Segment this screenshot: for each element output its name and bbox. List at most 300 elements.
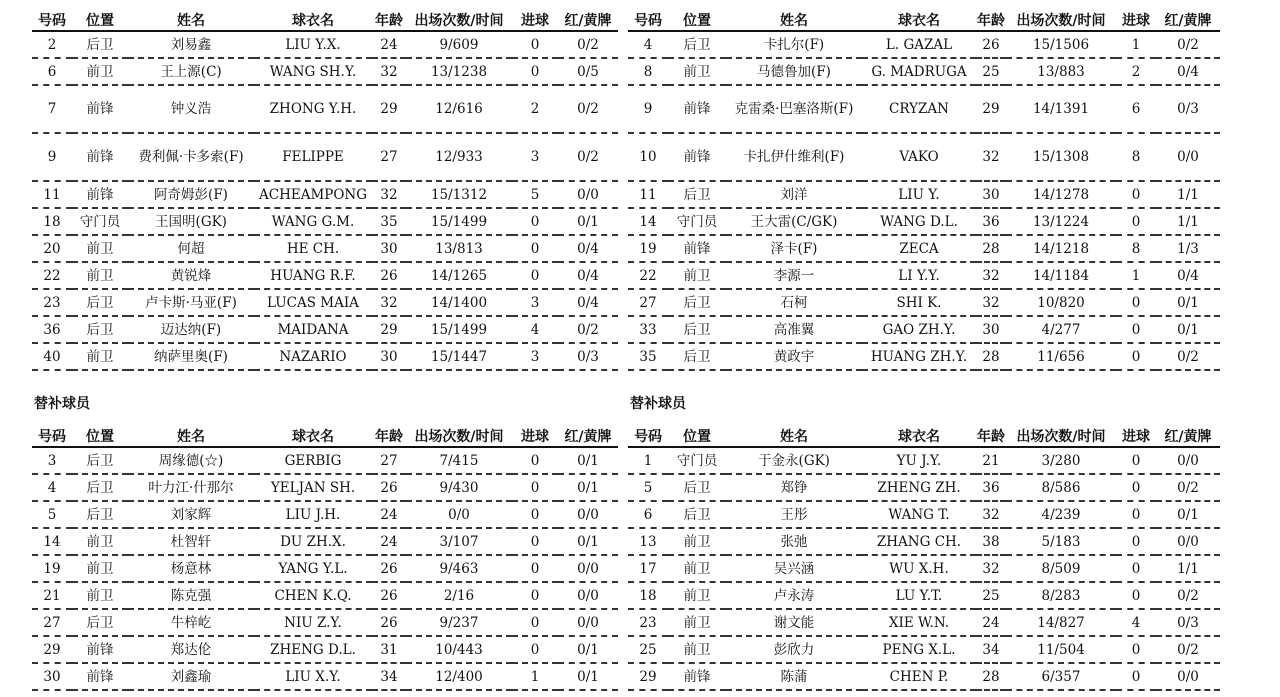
cell-age: 27 <box>372 447 406 474</box>
cell-name: 郑铮 <box>726 474 862 501</box>
cell-shirt-name: L. GAZAL <box>862 31 976 58</box>
player-row <box>32 235 618 262</box>
player-row <box>32 208 618 235</box>
cell-name: 于金永(GK) <box>726 447 862 474</box>
cell-number: 1 <box>628 447 668 474</box>
player-row <box>628 555 1220 582</box>
cell-number: 10 <box>628 133 668 181</box>
cell-appearances: 15/1447 <box>406 343 512 370</box>
player-row <box>628 582 1220 609</box>
player-row <box>32 609 618 636</box>
right-substitutes-table <box>628 424 1220 691</box>
cell-position: 前卫 <box>668 555 726 582</box>
cell-age: 29 <box>372 85 406 133</box>
cell-appearances: 11/656 <box>1006 343 1116 370</box>
cell-goals: 0 <box>512 636 558 663</box>
cell-cards: 0/2 <box>1156 343 1220 370</box>
cell-position: 前卫 <box>72 582 128 609</box>
cell-age: 24 <box>372 31 406 58</box>
cell-number: 21 <box>32 582 72 609</box>
cell-cards: 0/0 <box>558 555 618 582</box>
header-number: 号码 <box>628 8 668 31</box>
header-appearances: 出场次数/时间 <box>1006 8 1116 31</box>
header-cards: 红/黄牌 <box>1156 424 1220 447</box>
cell-age: 29 <box>976 85 1006 133</box>
cell-number: 9 <box>32 133 72 181</box>
cell-appearances: 9/463 <box>406 555 512 582</box>
cell-shirt-name: GERBIG <box>254 447 372 474</box>
player-row <box>628 133 1220 181</box>
cell-cards: 0/4 <box>558 262 618 289</box>
cell-shirt-name: VAKO <box>862 133 976 181</box>
player-row <box>628 528 1220 555</box>
cell-number: 23 <box>32 289 72 316</box>
header-shirt-name: 球衣名 <box>254 8 372 31</box>
header-number: 号码 <box>32 8 72 31</box>
cell-appearances: 13/1238 <box>406 58 512 85</box>
cell-goals: 1 <box>1116 31 1156 58</box>
right-substitutes-title: 替补球员 <box>630 396 686 412</box>
player-row <box>628 181 1220 208</box>
cell-position: 后卫 <box>668 474 726 501</box>
cell-goals: 2 <box>512 85 558 133</box>
cell-position: 后卫 <box>72 31 128 58</box>
cell-shirt-name: WANG D.L. <box>862 208 976 235</box>
cell-cards: 0/1 <box>1156 316 1220 343</box>
header-cards: 红/黄牌 <box>1156 8 1220 31</box>
cell-goals: 6 <box>1116 85 1156 133</box>
cell-position: 前卫 <box>668 582 726 609</box>
cell-cards: 0/2 <box>558 316 618 343</box>
cell-goals: 0 <box>1116 343 1156 370</box>
header-number: 号码 <box>628 424 668 447</box>
cell-position: 前锋 <box>72 636 128 663</box>
cell-number: 18 <box>32 208 72 235</box>
cell-appearances: 14/1218 <box>1006 235 1116 262</box>
cell-goals: 0 <box>512 501 558 528</box>
cell-cards: 1/3 <box>1156 235 1220 262</box>
cell-appearances: 14/1184 <box>1006 262 1116 289</box>
cell-appearances: 10/820 <box>1006 289 1116 316</box>
cell-name: 阿奇姆彭(F) <box>128 181 254 208</box>
left-substitutes-title: 替补球员 <box>34 396 90 412</box>
cell-cards: 0/3 <box>1156 609 1220 636</box>
cell-goals: 4 <box>512 316 558 343</box>
header-position: 位置 <box>668 8 726 31</box>
cell-shirt-name: NIU Z.Y. <box>254 609 372 636</box>
cell-number: 3 <box>32 447 72 474</box>
player-row <box>32 85 618 133</box>
header-row <box>628 8 1220 31</box>
cell-number: 36 <box>32 316 72 343</box>
cell-number: 6 <box>628 501 668 528</box>
cell-shirt-name: YELJAN SH. <box>254 474 372 501</box>
cell-name: 王国明(GK) <box>128 208 254 235</box>
player-row <box>32 181 618 208</box>
cell-number: 8 <box>628 58 668 85</box>
player-row <box>32 528 618 555</box>
cell-name: 刘家辉 <box>128 501 254 528</box>
player-row <box>628 636 1220 663</box>
cell-cards: 0/2 <box>558 31 618 58</box>
cell-appearances: 14/1265 <box>406 262 512 289</box>
cell-number: 14 <box>628 208 668 235</box>
player-row <box>628 235 1220 262</box>
cell-goals: 3 <box>512 343 558 370</box>
header-name: 姓名 <box>726 424 862 447</box>
header-row <box>32 8 618 31</box>
cell-appearances: 2/16 <box>406 582 512 609</box>
cell-position: 前卫 <box>72 58 128 85</box>
cell-position: 前卫 <box>72 262 128 289</box>
cell-appearances: 11/504 <box>1006 636 1116 663</box>
cell-age: 32 <box>976 262 1006 289</box>
player-row <box>32 316 618 343</box>
cell-position: 前卫 <box>668 58 726 85</box>
cell-age: 30 <box>372 343 406 370</box>
cell-appearances: 8/283 <box>1006 582 1116 609</box>
header-age: 年龄 <box>372 424 406 447</box>
cell-shirt-name: ZHENG D.L. <box>254 636 372 663</box>
cell-position: 前卫 <box>72 343 128 370</box>
cell-number: 20 <box>32 235 72 262</box>
cell-goals: 0 <box>1116 663 1156 690</box>
cell-shirt-name: G. MADRUGA <box>862 58 976 85</box>
header-age: 年龄 <box>976 424 1006 447</box>
cell-name: 马德鲁加(F) <box>726 58 862 85</box>
header-name: 姓名 <box>128 424 254 447</box>
header-appearances: 出场次数/时间 <box>1006 424 1116 447</box>
cell-appearances: 4/239 <box>1006 501 1116 528</box>
cell-position: 后卫 <box>668 316 726 343</box>
header-shirt-name: 球衣名 <box>862 424 976 447</box>
cell-age: 28 <box>976 235 1006 262</box>
cell-age: 30 <box>372 235 406 262</box>
cell-name: 周缘德(☆) <box>128 447 254 474</box>
cell-name: 牛梓屹 <box>128 609 254 636</box>
cell-shirt-name: LU Y.T. <box>862 582 976 609</box>
header-goals: 进球 <box>1116 8 1156 31</box>
cell-name: 刘鑫瑜 <box>128 663 254 690</box>
cell-goals: 0 <box>1116 555 1156 582</box>
cell-appearances: 9/430 <box>406 474 512 501</box>
cell-shirt-name: CRYZAN <box>862 85 976 133</box>
cell-goals: 2 <box>1116 58 1156 85</box>
header-number: 号码 <box>32 424 72 447</box>
cell-age: 27 <box>372 133 406 181</box>
cell-age: 26 <box>372 555 406 582</box>
header-goals: 进球 <box>1116 424 1156 447</box>
cell-age: 26 <box>372 582 406 609</box>
cell-cards: 0/1 <box>558 474 618 501</box>
cell-goals: 0 <box>512 208 558 235</box>
cell-shirt-name: LIU Y. <box>862 181 976 208</box>
cell-shirt-name: MAIDANA <box>254 316 372 343</box>
left-substitutes-table <box>32 424 618 691</box>
cell-name: 黄政宇 <box>726 343 862 370</box>
cell-goals: 0 <box>512 31 558 58</box>
cell-position: 前锋 <box>72 133 128 181</box>
cell-name: 克雷桑·巴塞洛斯(F) <box>726 85 862 133</box>
cell-shirt-name: WANG T. <box>862 501 976 528</box>
cell-shirt-name: WANG G.M. <box>254 208 372 235</box>
cell-goals: 0 <box>1116 474 1156 501</box>
header-appearances: 出场次数/时间 <box>406 424 512 447</box>
cell-shirt-name: LIU Y.X. <box>254 31 372 58</box>
cell-appearances: 4/277 <box>1006 316 1116 343</box>
cell-shirt-name: FELIPPE <box>254 133 372 181</box>
cell-appearances: 0/0 <box>406 501 512 528</box>
cell-cards: 0/0 <box>558 501 618 528</box>
player-row <box>32 133 618 181</box>
cell-appearances: 10/443 <box>406 636 512 663</box>
cell-shirt-name: CHEN P. <box>862 663 976 690</box>
cell-number: 29 <box>628 663 668 690</box>
cell-name: 刘洋 <box>726 181 862 208</box>
cell-name: 何超 <box>128 235 254 262</box>
cell-position: 守门员 <box>72 208 128 235</box>
cell-cards: 0/0 <box>558 609 618 636</box>
cell-appearances: 13/1224 <box>1006 208 1116 235</box>
left-starters-table <box>32 8 618 371</box>
cell-position: 前锋 <box>668 133 726 181</box>
cell-goals: 0 <box>1116 316 1156 343</box>
cell-cards: 0/1 <box>558 663 618 690</box>
cell-goals: 0 <box>1116 501 1156 528</box>
cell-number: 35 <box>628 343 668 370</box>
cell-appearances: 14/1278 <box>1006 181 1116 208</box>
player-row <box>628 474 1220 501</box>
cell-cards: 0/2 <box>558 85 618 133</box>
cell-shirt-name: NAZARIO <box>254 343 372 370</box>
cell-goals: 0 <box>512 528 558 555</box>
cell-cards: 1/1 <box>1156 181 1220 208</box>
right-starters-table <box>628 8 1220 371</box>
cell-number: 30 <box>32 663 72 690</box>
cell-age: 38 <box>976 528 1006 555</box>
cell-appearances: 15/1499 <box>406 316 512 343</box>
cell-goals: 0 <box>512 474 558 501</box>
player-row <box>628 31 1220 58</box>
cell-cards: 0/1 <box>1156 501 1220 528</box>
player-row <box>628 316 1220 343</box>
cell-goals: 0 <box>512 555 558 582</box>
cell-cards: 0/0 <box>558 181 618 208</box>
cell-name: 黄锐烽 <box>128 262 254 289</box>
player-row <box>32 447 618 474</box>
cell-number: 11 <box>32 181 72 208</box>
cell-name: 叶力江·什那尔 <box>128 474 254 501</box>
player-row <box>32 343 618 370</box>
player-row <box>32 474 618 501</box>
cell-position: 后卫 <box>668 343 726 370</box>
cell-number: 19 <box>628 235 668 262</box>
cell-number: 5 <box>32 501 72 528</box>
cell-shirt-name: ZHONG Y.H. <box>254 85 372 133</box>
cell-position: 后卫 <box>72 447 128 474</box>
cell-position: 后卫 <box>668 501 726 528</box>
cell-age: 26 <box>372 262 406 289</box>
cell-position: 后卫 <box>72 474 128 501</box>
cell-age: 32 <box>976 501 1006 528</box>
cell-age: 32 <box>976 133 1006 181</box>
cell-number: 4 <box>628 31 668 58</box>
cell-appearances: 14/827 <box>1006 609 1116 636</box>
cell-name: 纳萨里奥(F) <box>128 343 254 370</box>
cell-number: 33 <box>628 316 668 343</box>
cell-goals: 0 <box>1116 289 1156 316</box>
cell-number: 2 <box>32 31 72 58</box>
cell-name: 王彤 <box>726 501 862 528</box>
cell-goals: 1 <box>1116 262 1156 289</box>
cell-shirt-name: PENG X.L. <box>862 636 976 663</box>
cell-position: 后卫 <box>72 316 128 343</box>
cell-shirt-name: ZECA <box>862 235 976 262</box>
header-appearances: 出场次数/时间 <box>406 8 512 31</box>
cell-age: 34 <box>372 663 406 690</box>
cell-goals: 0 <box>1116 447 1156 474</box>
cell-cards: 0/0 <box>1156 528 1220 555</box>
cell-age: 26 <box>976 31 1006 58</box>
cell-number: 29 <box>32 636 72 663</box>
cell-number: 9 <box>628 85 668 133</box>
cell-shirt-name: LIU X.Y. <box>254 663 372 690</box>
cell-age: 32 <box>976 289 1006 316</box>
cell-shirt-name: LUCAS MAIA <box>254 289 372 316</box>
cell-cards: 0/2 <box>1156 31 1220 58</box>
cell-goals: 0 <box>512 58 558 85</box>
cell-position: 后卫 <box>72 289 128 316</box>
player-row <box>628 447 1220 474</box>
cell-goals: 3 <box>512 133 558 181</box>
cell-position: 前锋 <box>668 85 726 133</box>
cell-number: 23 <box>628 609 668 636</box>
player-row <box>32 262 618 289</box>
header-cards: 红/黄牌 <box>558 8 618 31</box>
cell-cards: 0/0 <box>1156 663 1220 690</box>
cell-name: 石柯 <box>726 289 862 316</box>
cell-goals: 0 <box>512 262 558 289</box>
header-name: 姓名 <box>128 8 254 31</box>
cell-position: 守门员 <box>668 208 726 235</box>
cell-number: 14 <box>32 528 72 555</box>
header-position: 位置 <box>72 8 128 31</box>
cell-cards: 0/0 <box>1156 133 1220 181</box>
header-position: 位置 <box>72 424 128 447</box>
cell-position: 前锋 <box>668 235 726 262</box>
cell-appearances: 15/1499 <box>406 208 512 235</box>
cell-appearances: 14/1400 <box>406 289 512 316</box>
cell-shirt-name: ZHANG CH. <box>862 528 976 555</box>
cell-goals: 0 <box>512 447 558 474</box>
player-row <box>32 58 618 85</box>
cell-number: 5 <box>628 474 668 501</box>
player-row <box>628 289 1220 316</box>
cell-age: 28 <box>976 343 1006 370</box>
cell-name: 杜智轩 <box>128 528 254 555</box>
cell-goals: 3 <box>512 289 558 316</box>
cell-appearances: 15/1312 <box>406 181 512 208</box>
cell-number: 11 <box>628 181 668 208</box>
player-row <box>32 636 618 663</box>
cell-number: 27 <box>32 609 72 636</box>
cell-name: 卡扎伊什维利(F) <box>726 133 862 181</box>
cell-age: 32 <box>372 289 406 316</box>
cell-shirt-name: DU ZH.X. <box>254 528 372 555</box>
player-row <box>32 31 618 58</box>
cell-cards: 0/2 <box>558 133 618 181</box>
header-shirt-name: 球衣名 <box>862 8 976 31</box>
cell-number: 22 <box>628 262 668 289</box>
header-position: 位置 <box>668 424 726 447</box>
header-row <box>32 424 618 447</box>
header-goals: 进球 <box>512 424 558 447</box>
cell-cards: 1/1 <box>1156 555 1220 582</box>
cell-name: 张弛 <box>726 528 862 555</box>
cell-position: 前卫 <box>668 609 726 636</box>
cell-cards: 0/4 <box>1156 262 1220 289</box>
cell-appearances: 7/415 <box>406 447 512 474</box>
cell-goals: 0 <box>1116 181 1156 208</box>
cell-age: 29 <box>372 316 406 343</box>
cell-appearances: 15/1506 <box>1006 31 1116 58</box>
cell-age: 21 <box>976 447 1006 474</box>
cell-appearances: 12/400 <box>406 663 512 690</box>
cell-age: 34 <box>976 636 1006 663</box>
cell-name: 卢永涛 <box>726 582 862 609</box>
cell-name: 迈达纳(F) <box>128 316 254 343</box>
cell-goals: 0 <box>512 582 558 609</box>
cell-age: 24 <box>372 528 406 555</box>
header-name: 姓名 <box>726 8 862 31</box>
cell-age: 30 <box>976 316 1006 343</box>
player-row <box>628 663 1220 690</box>
cell-appearances: 5/183 <box>1006 528 1116 555</box>
cell-name: 杨意林 <box>128 555 254 582</box>
player-row <box>32 501 618 528</box>
player-row <box>32 555 618 582</box>
cell-cards: 0/1 <box>558 447 618 474</box>
cell-name: 王上源(C) <box>128 58 254 85</box>
player-row <box>628 85 1220 133</box>
cell-name: 钟义浩 <box>128 85 254 133</box>
cell-cards: 0/0 <box>558 582 618 609</box>
cell-appearances: 9/237 <box>406 609 512 636</box>
cell-goals: 0 <box>1116 582 1156 609</box>
cell-appearances: 12/616 <box>406 85 512 133</box>
cell-age: 26 <box>372 609 406 636</box>
cell-number: 22 <box>32 262 72 289</box>
cell-goals: 4 <box>1116 609 1156 636</box>
cell-cards: 1/1 <box>1156 208 1220 235</box>
cell-number: 4 <box>32 474 72 501</box>
cell-name: 刘易鑫 <box>128 31 254 58</box>
cell-cards: 0/2 <box>1156 474 1220 501</box>
cell-position: 前锋 <box>668 663 726 690</box>
cell-goals: 0 <box>512 235 558 262</box>
cell-age: 32 <box>372 58 406 85</box>
cell-position: 前卫 <box>668 262 726 289</box>
cell-position: 后卫 <box>72 501 128 528</box>
cell-shirt-name: YU J.Y. <box>862 447 976 474</box>
cell-cards: 0/4 <box>1156 58 1220 85</box>
player-row <box>32 663 618 690</box>
cell-appearances: 6/357 <box>1006 663 1116 690</box>
cell-name: 李源一 <box>726 262 862 289</box>
cell-cards: 0/2 <box>1156 582 1220 609</box>
cell-cards: 0/2 <box>1156 636 1220 663</box>
cell-cards: 0/1 <box>558 636 618 663</box>
